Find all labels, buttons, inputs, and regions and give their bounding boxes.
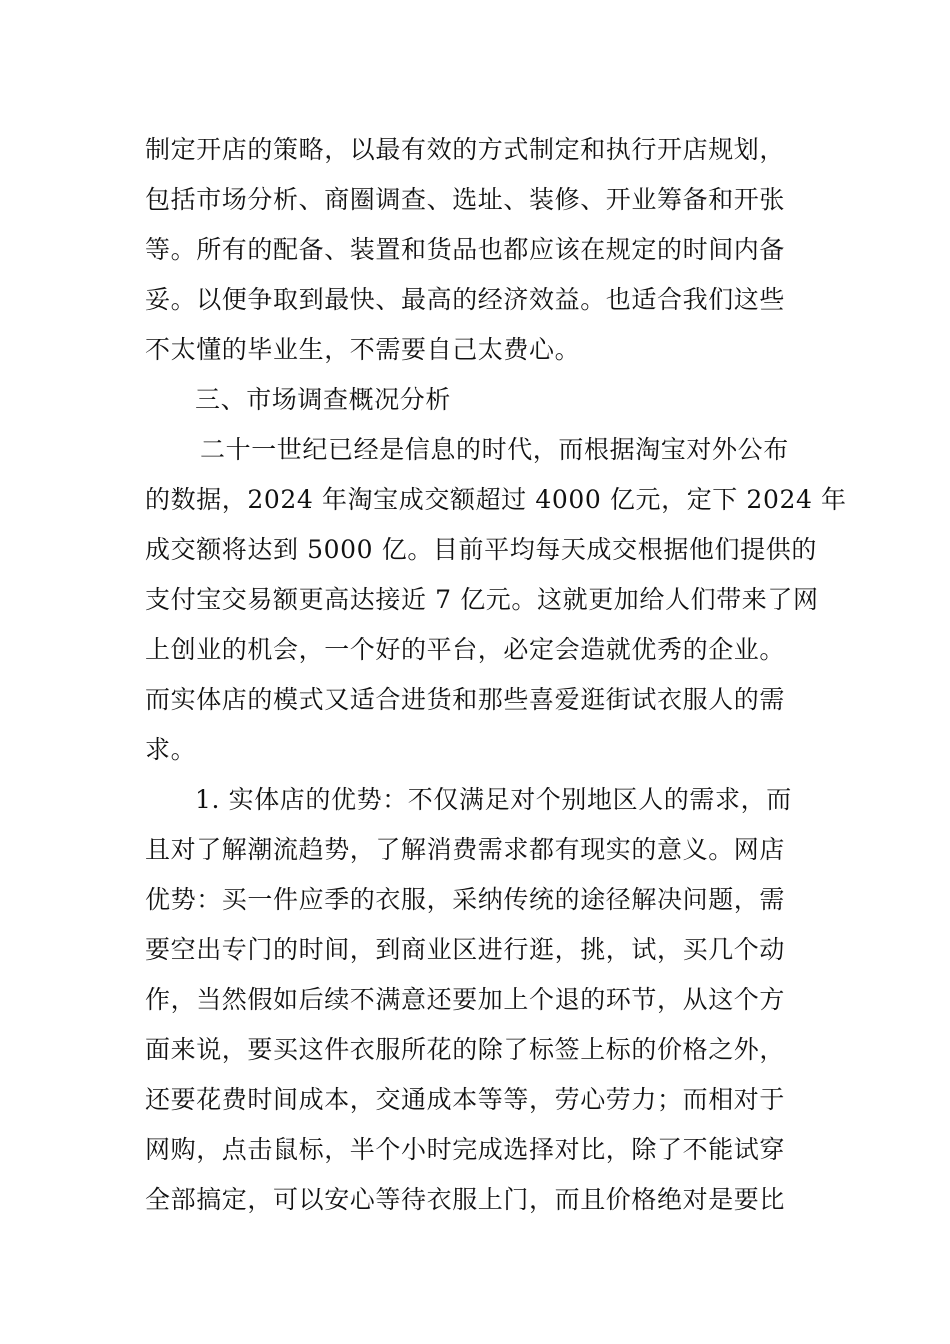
body-text-line: 二十一世纪已经是信息的时代，而根据淘宝对外公布 xyxy=(200,435,789,464)
body-text-line: 妥。以便争取到最快、最高的经济效益。也适合我们这些 xyxy=(145,285,786,314)
body-text-line: 制定开店的策略，以最有效的方式制定和执行开店规划， xyxy=(145,135,786,164)
body-text-line: 上创业的机会，一个好的平台，必定会造就优秀的企业。 xyxy=(145,635,786,664)
section-heading: 三、市场调查概况分析 xyxy=(195,385,452,414)
body-text-line: 支付宝交易额更高达接近 7 亿元。这就更加给人们带来了网 xyxy=(145,585,819,614)
body-text-line: 等。所有的配备、装置和货品也都应该在规定的时间内备 xyxy=(145,235,786,264)
body-text-line: 不太懂的毕业生，不需要自己太费心。 xyxy=(145,335,581,364)
body-text-line: 还要花费时间成本，交通成本等等，劳心劳力；而相对于 xyxy=(145,1085,786,1114)
body-text-line: 作，当然假如后续不满意还要加上个退的环节，从这个方 xyxy=(145,985,786,1014)
list-item-line: 1. 实体店的优势：不仅满足对个别地区人的需求，而 xyxy=(195,785,792,814)
body-text-line: 要空出专门的时间，到商业区进行逛，挑，试，买几个动 xyxy=(145,935,786,964)
body-text-line: 网购，点击鼠标，半个小时完成选择对比，除了不能试穿 xyxy=(145,1135,786,1164)
body-text-line: 的数据，2024 年淘宝成交额超过 4000 亿元，定下 2024 年 xyxy=(145,485,847,514)
body-text-line: 包括市场分析、商圈调查、选址、装修、开业筹备和开张 xyxy=(145,185,786,214)
body-text-line: 全部搞定，可以安心等待衣服上门，而且价格绝对是要比 xyxy=(145,1185,786,1214)
body-text-line: 求。 xyxy=(145,735,197,764)
body-text-line: 且对了解潮流趋势，了解消费需求都有现实的意义。网店 xyxy=(145,835,786,864)
body-text-line: 优势：买一件应季的衣服，采纳传统的途径解决问题，需 xyxy=(145,885,786,914)
body-text-line: 成交额将达到 5000 亿。目前平均每天成交根据他们提供的 xyxy=(145,535,817,564)
body-text-line: 面来说，要买这件衣服所花的除了标签上标的价格之外， xyxy=(145,1035,786,1064)
body-text-line: 而实体店的模式又适合进货和那些喜爱逛街试衣服人的需 xyxy=(145,685,786,714)
